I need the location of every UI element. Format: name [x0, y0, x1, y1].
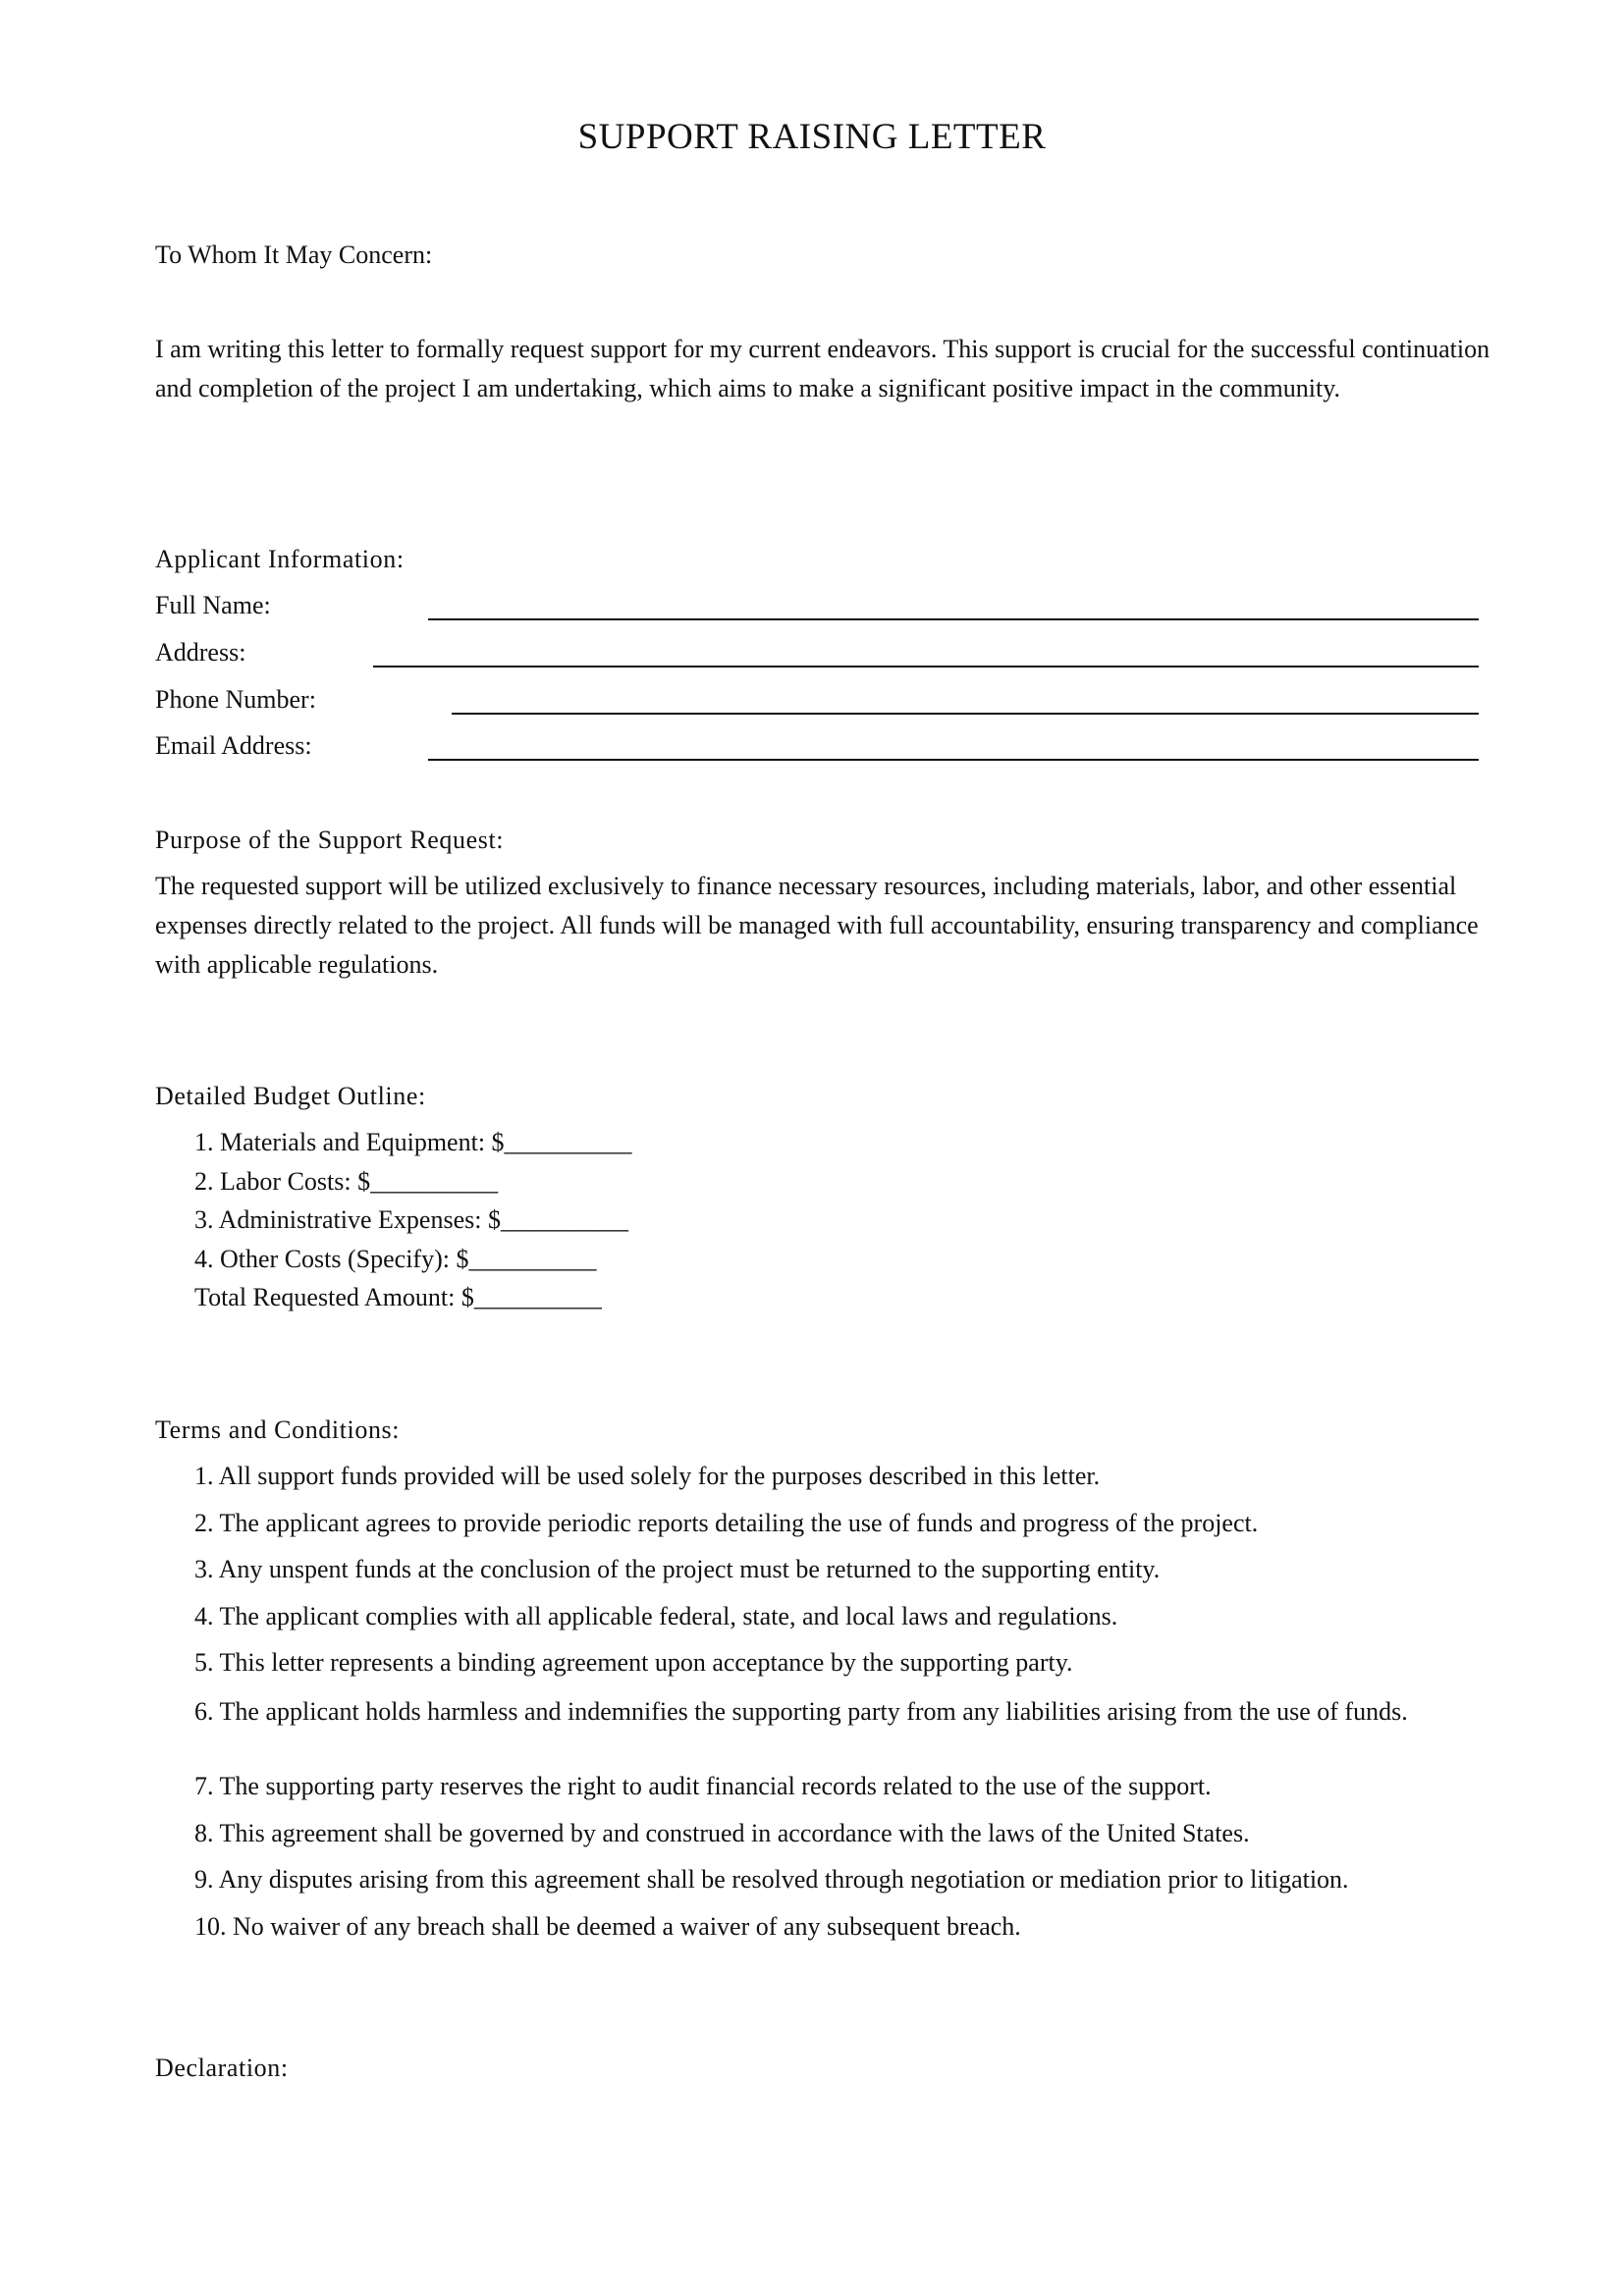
page-title: SUPPORT RAISING LETTER — [577, 117, 1047, 157]
term-item: 7. The supporting party reserves the right to audit financial records related to the use of the support. — [194, 1772, 1212, 1800]
budget-item: 1. Materials and Equipment: $__________ — [194, 1128, 632, 1156]
phone-number-label: Phone Number: — [155, 685, 316, 714]
term-item: 3. Any unspent funds at the conclusion of the project must be returned to the supporting entity. — [194, 1555, 1161, 1583]
phone-number-field[interactable] — [155, 680, 1479, 720]
term-item: 8. This agreement shall be governed by and construed in accordance with the laws of the United States. — [194, 1819, 1250, 1847]
full-name-field[interactable] — [155, 586, 1479, 625]
email-address-field[interactable] — [155, 726, 1479, 766]
term-item: 6. The applicant holds harmless and indemnifies the supporting party from any liabilities arising from the use of funds. — [194, 1697, 1408, 1726]
budget-item: 4. Other Costs (Specify): $__________ — [194, 1245, 597, 1273]
purpose-paragraph: The requested support will be utilized exclusively to finance necessary resources, including materials, labor, and other essential expenses directly related to the project. All funds will be managed with full accountability, ensuring transparency and compliance with applicable regulations. — [155, 872, 1479, 979]
address-label: Address: — [155, 638, 246, 667]
full-name-label: Full Name: — [155, 591, 271, 619]
phone-number-input-line[interactable] — [452, 713, 1479, 715]
budget-total: Total Requested Amount: $__________ — [194, 1283, 602, 1311]
term-item: 9. Any disputes arising from this agreement shall be resolved through negotiation or mediation prior to litigation. — [194, 1865, 1349, 1894]
email-address-input-line[interactable] — [428, 759, 1479, 761]
address-input-line[interactable] — [373, 666, 1479, 667]
term-item: 4. The applicant complies with all applicable federal, state, and local laws and regulations. — [194, 1602, 1118, 1630]
budget-item: 3. Administrative Expenses: $__________ — [194, 1205, 628, 1234]
address-field[interactable] — [155, 633, 1479, 672]
email-address-label: Email Address: — [155, 731, 312, 760]
declaration-heading: Declaration: — [155, 2054, 289, 2082]
budget-heading: Detailed Budget Outline: — [155, 1082, 426, 1110]
terms-heading: Terms and Conditions: — [155, 1415, 401, 1444]
term-item: 1. All support funds provided will be used solely for the purposes described in this letter. — [194, 1462, 1101, 1490]
term-item: 5. This letter represents a binding agreement upon acceptance by the supporting party. — [194, 1648, 1073, 1677]
term-item: 10. No waiver of any breach shall be deemed a waiver of any subsequent breach. — [194, 1912, 1021, 1941]
applicant-info-heading: Applicant Information: — [155, 545, 405, 573]
budget-item: 2. Labor Costs: $__________ — [194, 1167, 499, 1196]
full-name-input-line[interactable] — [428, 618, 1479, 620]
salutation: To Whom It May Concern: — [155, 240, 433, 269]
purpose-heading: Purpose of the Support Request: — [155, 826, 505, 854]
intro-paragraph: I am writing this letter to formally request support for my current endeavors. This support is crucial for the successful continuation and completion of the project I am undertaking, which aims to make a significant positive impact in the community. — [155, 335, 1490, 402]
term-item: 2. The applicant agrees to provide periodic reports detailing the use of funds and progress of the project. — [194, 1509, 1259, 1537]
